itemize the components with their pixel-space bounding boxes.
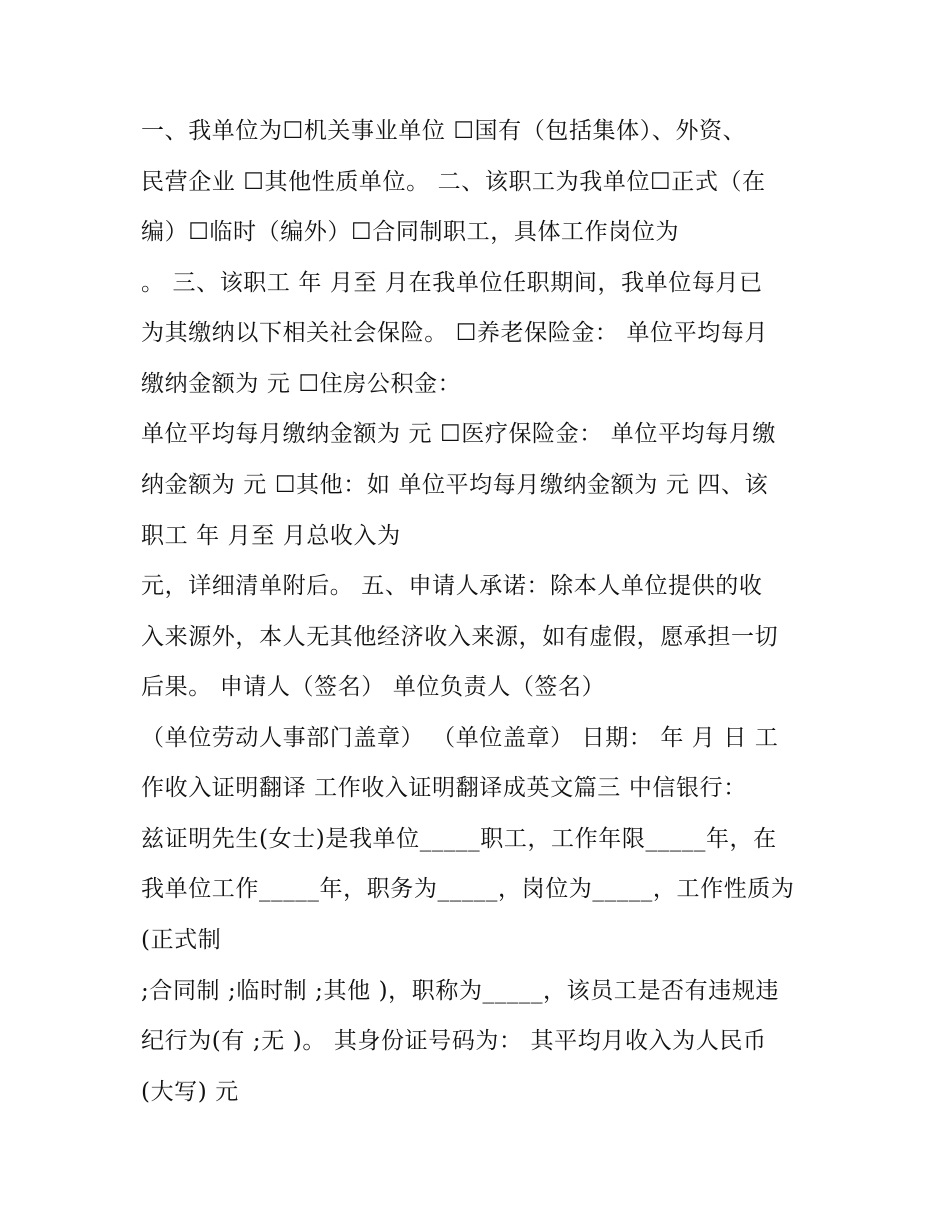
text-line: 后果。 申请人（签名） 单位负责人（签名） [141,674,606,700]
text-line: 职工 年 月至 月总收入为 [141,523,401,549]
text-line: 我单位工作_____年，职务为_____，岗位为_____，工作性质为 [141,876,795,902]
text-line: 纪行为(有 ;无 )。 其身份证号码为： 其平均月收入为人民币 [141,1028,767,1054]
text-line: 元，详细清单附后。 五、申请人承诺：除本人单位提供的收 [141,573,763,599]
text-line: ;合同制 ;临时制 ;其他 )，职称为_____，该员工是否有违规违 [141,978,780,1004]
text-line: 缴纳金额为 元 ☐住房公积金： [141,371,462,397]
text-line: 民营企业 ☐其他性质单位。 二、该职工为我单位☐正式（在 [141,169,766,195]
text-line: 单位平均每月缴纳金额为 元 ☐医疗保险金： 单位平均每月缴 [141,421,776,447]
text-line: 为其缴纳以下相关社会保险。 ☐养老保险金： 单位平均每月 [141,320,769,346]
text-line: 编）☐临时（编外）☐合同制职工，具体工作岗位为 [141,219,680,245]
text-line: 入来源外，本人无其他经济收入来源，如有虚假，愿承担一切 [141,624,779,650]
text-line: 一、我单位为☐机关事业单位 ☐国有（包括集体）、外资、 [141,118,747,144]
text-line: 。 三、该职工 年 月至 月在我单位任职期间，我单位每月已 [141,270,763,296]
text-line: (正式制 [141,927,222,953]
text-line: （单位劳动人事部门盖章） （单位盖章） 日期： 年 月 日 工 [141,725,779,751]
text-line: (大写) 元 [141,1079,239,1105]
text-line: 作收入证明翻译 工作收入证明翻译成英文篇三 中信银行： [141,775,747,801]
text-line: 纳金额为 元 ☐其他：如 单位平均每月缴纳金额为 元 四、该 [141,472,769,498]
text-line: 兹证明先生(女士)是我单位_____职工，工作年限_____年，在 [141,826,777,852]
